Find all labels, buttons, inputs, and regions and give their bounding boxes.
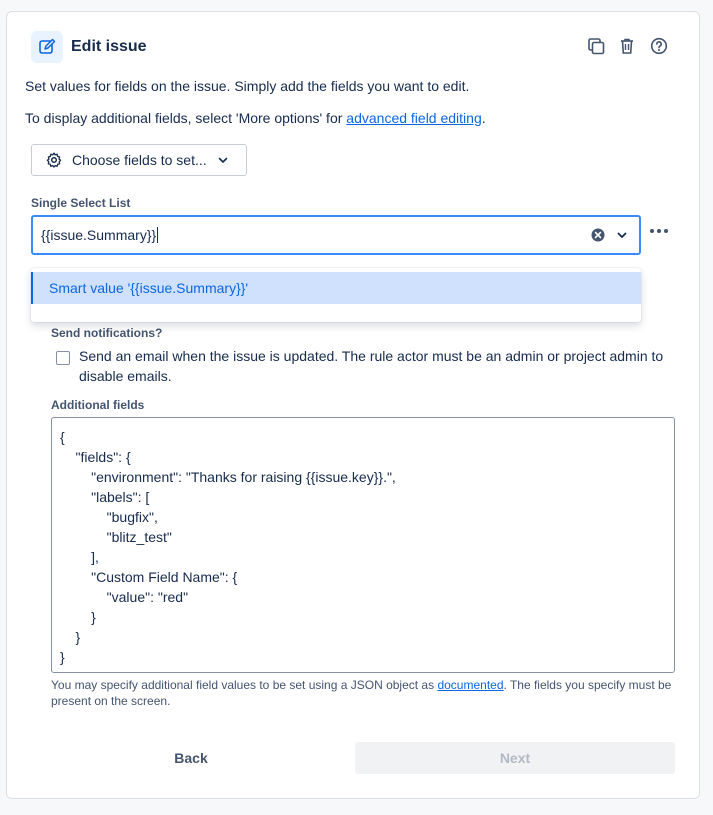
description-line-1: Set values for fields on the issue. Simply add the fields you want to edit. bbox=[25, 78, 470, 94]
copy-icon bbox=[587, 37, 605, 55]
smart-value-option[interactable]: Smart value '{{issue.Summary}}' bbox=[31, 272, 641, 304]
description-line-2 bbox=[25, 109, 486, 127]
clear-button[interactable] bbox=[590, 227, 606, 243]
help-icon bbox=[650, 37, 668, 55]
choose-fields-label: Choose fields to set... bbox=[72, 152, 207, 168]
description-line-2-suffix: . bbox=[481, 110, 486, 126]
chevron-down-icon bbox=[217, 154, 229, 166]
trash-icon bbox=[618, 37, 636, 55]
advanced-field-editing-link[interactable]: advanced field editing bbox=[346, 110, 482, 126]
send-email-checkbox[interactable] bbox=[56, 351, 70, 365]
additional-fields-help bbox=[51, 677, 681, 709]
single-select-label: Single Select List bbox=[31, 196, 131, 210]
more-dot bbox=[664, 229, 668, 233]
more-dot bbox=[650, 229, 654, 233]
additional-fields-label: Additional fields bbox=[51, 398, 145, 412]
more-options-button[interactable] bbox=[647, 223, 671, 239]
additional-fields-textarea[interactable]: { "fields": { "environment": "Thanks for raising {{issue.key}}.", "labels": [ "bugfix", "blitz_test" ], "Custom Field Name": { "value": "red" } } } bbox=[51, 417, 675, 673]
choose-fields-button[interactable] bbox=[31, 144, 247, 176]
description-line-2-text: To display additional fields, select 'More options' for bbox=[25, 110, 347, 126]
text-caret bbox=[157, 227, 158, 243]
chevron-down-icon bbox=[614, 227, 630, 243]
panel-title: Edit issue bbox=[71, 38, 147, 55]
copy-button[interactable] bbox=[585, 35, 607, 57]
single-select-value: {{issue.Summary}} bbox=[41, 227, 157, 243]
send-notifications-label: Send notifications? bbox=[51, 326, 163, 340]
help-button[interactable] bbox=[648, 35, 670, 57]
more-dot bbox=[657, 229, 661, 233]
send-email-text: Send an email when the issue is updated. The rule actor must be an admin or project admin to disable emails. bbox=[79, 348, 664, 384]
single-select-input[interactable] bbox=[31, 215, 641, 255]
gear-icon bbox=[46, 152, 62, 168]
documented-link[interactable]: documented bbox=[437, 678, 504, 692]
next-button[interactable]: Next bbox=[355, 742, 675, 774]
delete-button[interactable] bbox=[616, 35, 638, 57]
help-text: You may specify additional field values to be set using a JSON object as bbox=[51, 678, 438, 692]
back-button[interactable]: Back bbox=[174, 750, 208, 766]
clear-icon bbox=[590, 227, 606, 243]
edit-icon bbox=[31, 31, 63, 63]
help-text-suffix: . The fields you specify must be present on the screen. bbox=[51, 678, 672, 708]
dropdown-menu bbox=[31, 268, 641, 322]
select-dropdown-toggle[interactable] bbox=[614, 227, 630, 243]
